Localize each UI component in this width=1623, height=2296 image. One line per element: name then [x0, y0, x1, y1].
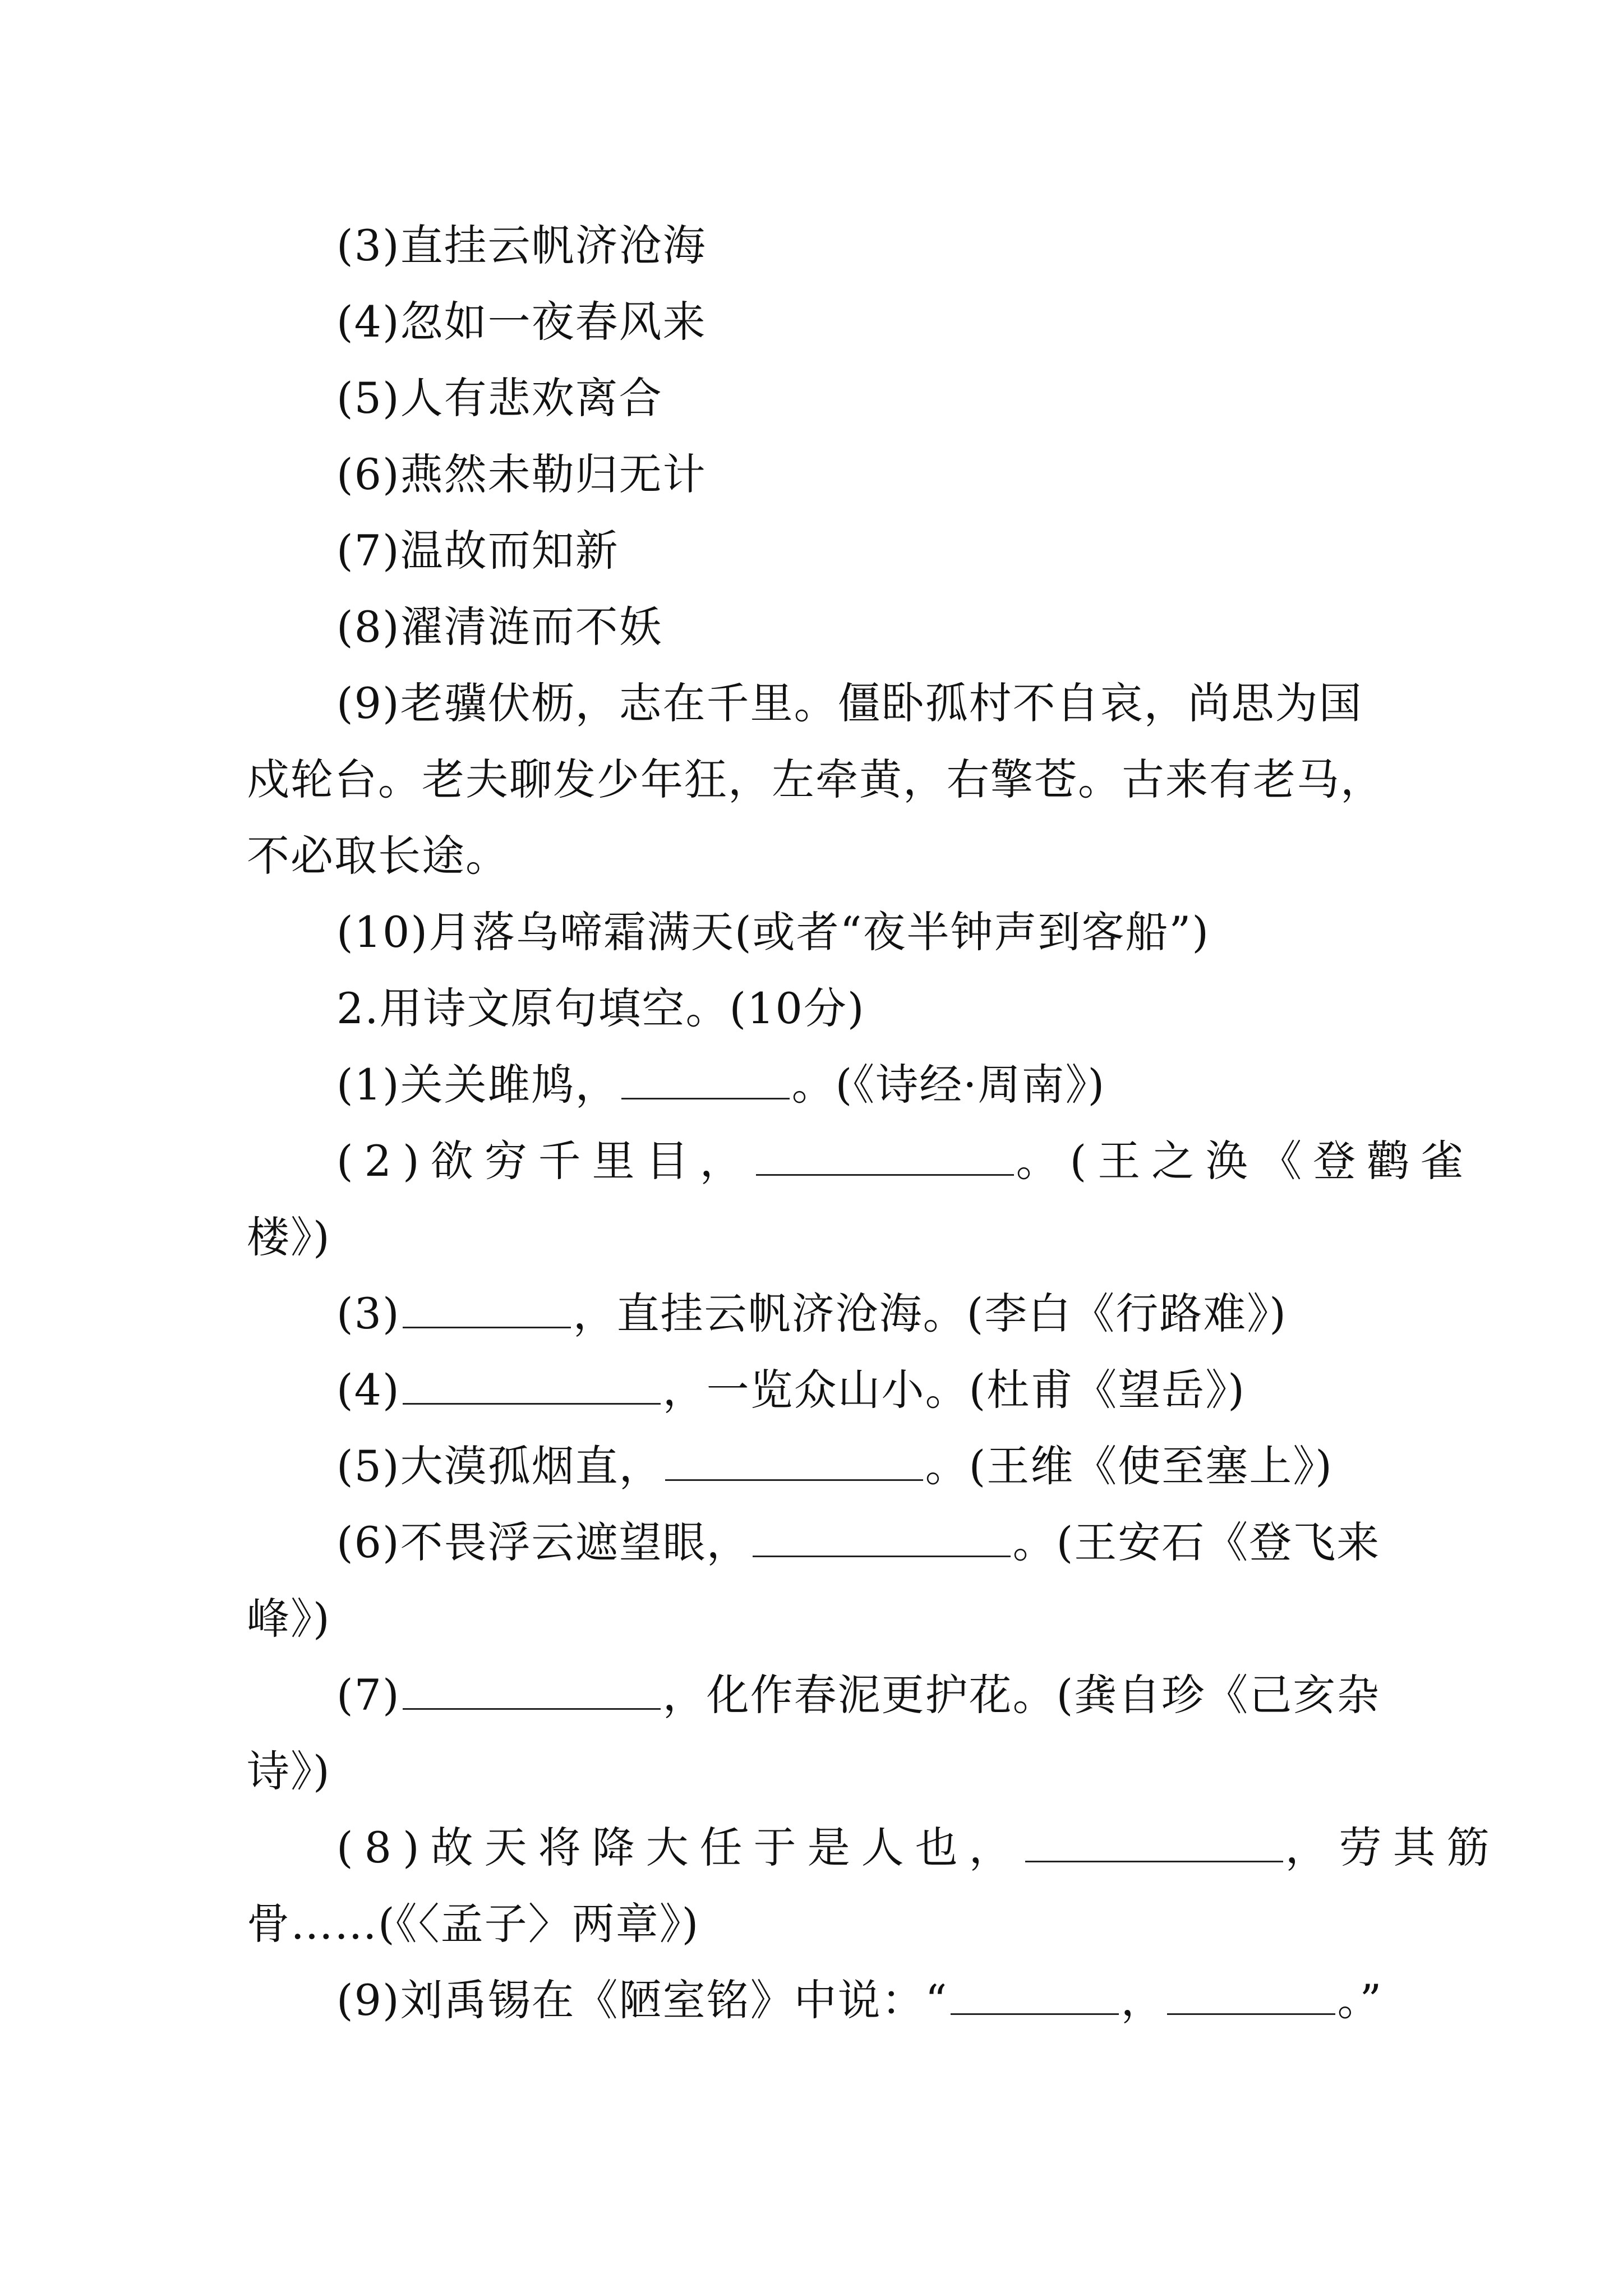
question-source: ，直挂云帆济沧海。(李白《行路难》) — [573, 1289, 1287, 1338]
fill-question-1 — [247, 1047, 1380, 1123]
fill-question-4 — [247, 1352, 1380, 1428]
question-source: 。(王安石《登飞来 — [1012, 1517, 1381, 1567]
answer-blank[interactable] — [665, 1440, 923, 1481]
question-text: (1)关关雎鸠， — [336, 1060, 619, 1110]
question-source: 。(《诗经·周南》) — [791, 1060, 1106, 1110]
answer-5: (5)人有悲欢离合 — [336, 373, 663, 423]
fill-question-5 — [247, 1428, 1380, 1504]
fill-question-7-continued: 诗》) — [247, 1746, 331, 1796]
fill-question-7 — [247, 1657, 1380, 1733]
answer-blank[interactable] — [753, 1516, 1011, 1557]
question-text: (5)大漠孤烟直， — [336, 1441, 663, 1491]
question-source: ，化作春泥更护花。(龚自珍《己亥杂 — [662, 1670, 1381, 1720]
answer-9-line-3: 不必取长途。 — [247, 831, 509, 881]
question-text: (2)欲穷千里目， — [336, 1136, 754, 1186]
answer-blank[interactable] — [1025, 1821, 1283, 1862]
question-text-after: ，劳其筋 — [1285, 1823, 1501, 1872]
question-source: 。(王之涣《登鹳雀 — [1016, 1136, 1475, 1186]
fill-question-6-continued: 峰》) — [247, 1594, 331, 1644]
answer-blank[interactable] — [403, 1669, 661, 1710]
answer-9-line-2: 戍轮台。老夫聊发少年狂，左牵黄，右擎苍。古来有老马， — [247, 754, 1384, 804]
question-text: (4) — [336, 1365, 400, 1415]
answer-3: (3)直挂云帆济沧海 — [336, 220, 707, 270]
fill-question-2-continued: 楼》) — [247, 1212, 331, 1262]
answer-4: (4)忽如一夜春风来 — [336, 297, 707, 347]
document-page — [247, 208, 1501, 2039]
fill-question-6 — [247, 1504, 1380, 1581]
question-text: (6)不畏浮云遮望眼， — [336, 1517, 750, 1567]
fill-question-2 — [247, 1123, 1475, 1199]
fill-question-3 — [247, 1276, 1380, 1352]
question-source: 。(王维《使至塞上》) — [925, 1441, 1333, 1491]
closing-quote: 。” — [1337, 1975, 1383, 2025]
answer-10: (10)月落乌啼霜满天(或者“夜半钟声到客船”) — [336, 907, 1210, 957]
answer-blank[interactable] — [403, 1364, 661, 1405]
answer-blank[interactable] — [403, 1287, 571, 1328]
answer-7: (7)温故而知新 — [336, 526, 619, 576]
answer-8: (8)濯清涟而不妖 — [336, 602, 663, 652]
fill-question-8 — [247, 1810, 1501, 1886]
answer-9-line-1: (9)老骥伏枥，志在千里。僵卧孤村不自哀，尚思为国 — [336, 678, 1363, 728]
fill-question-9 — [247, 1962, 1383, 2039]
answer-blank[interactable] — [1167, 1974, 1335, 2015]
fill-question-8-continued: 骨……(《〈孟子〉两章》) — [247, 1899, 700, 1949]
answer-6: (6)燕然未勒归无计 — [336, 449, 707, 499]
answer-blank[interactable] — [951, 1974, 1119, 2015]
answer-blank[interactable] — [756, 1135, 1014, 1176]
question-text: (7) — [336, 1670, 400, 1720]
question-source: ，一览众山小。(杜甫《望岳》) — [662, 1365, 1246, 1415]
comma: ， — [1121, 1975, 1165, 2025]
question-text: (9)刘禹锡在《陋室铭》中说：“ — [336, 1975, 948, 2025]
question-2-heading: 2.用诗文原句填空。(10分) — [336, 983, 865, 1033]
answer-blank[interactable] — [621, 1059, 790, 1099]
question-text: (8)故天将降大任于是人也， — [336, 1823, 1023, 1872]
question-text: (3) — [336, 1289, 400, 1338]
